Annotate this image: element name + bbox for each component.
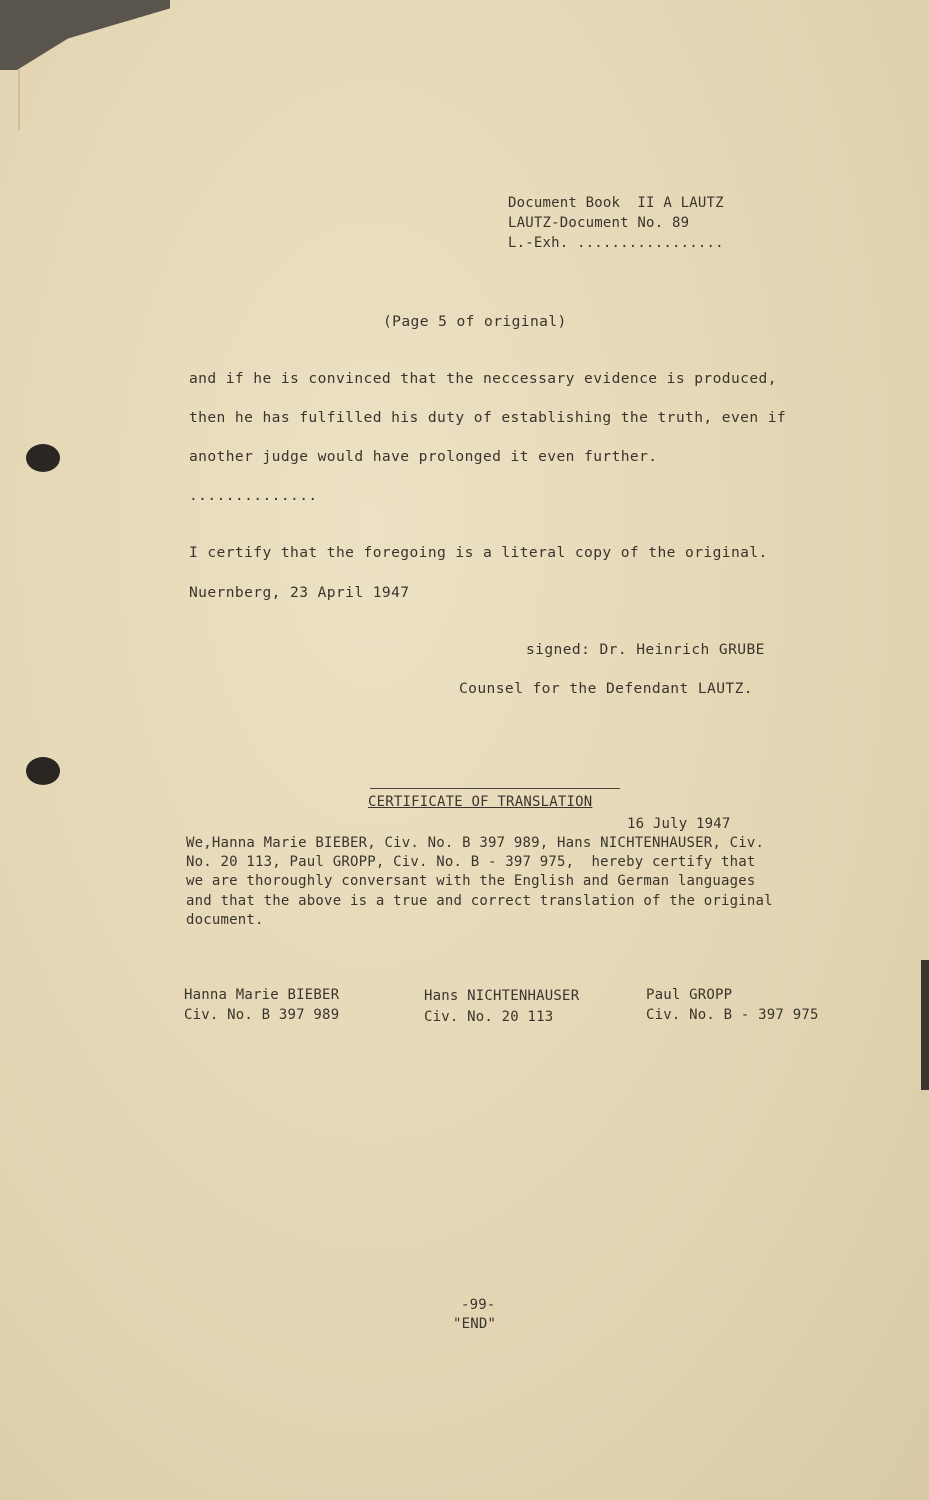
- translator-name: Hanna Marie BIEBER: [184, 987, 340, 1003]
- certificate-date: 16 July 1947: [627, 816, 731, 832]
- signature-line: signed: Dr. Heinrich GRUBE: [526, 641, 765, 658]
- translator-name: Hans NICHTENHAUSER: [424, 988, 580, 1004]
- translator-civ-number: Civ. No. B 397 989: [184, 1007, 340, 1023]
- certificate-overline: [370, 788, 620, 789]
- certificate-text-line: No. 20 113, Paul GROPP, Civ. No. B - 397 975, hereby certify that: [186, 854, 756, 870]
- omission-dots: ..............: [189, 487, 318, 504]
- punch-hole-top: [26, 444, 60, 472]
- end-marker: "END": [453, 1316, 497, 1332]
- exhibit-line: L.-Exh. .................: [508, 235, 724, 251]
- torn-corner: [0, 0, 170, 70]
- doc-book-line: Document Book II A LAUTZ: [508, 195, 724, 211]
- punch-hole-bottom: [26, 757, 60, 785]
- counsel-role: Counsel for the Defendant LAUTZ.: [459, 680, 753, 697]
- page-reference: (Page 5 of original): [383, 313, 567, 330]
- translator-civ-number: Civ. No. 20 113: [424, 1009, 554, 1025]
- translator-name: Paul GROPP: [646, 987, 733, 1003]
- certificate-text-line: and that the above is a true and correct translation of the original: [186, 893, 773, 909]
- certify-statement: I certify that the foregoing is a literal copy of the original.: [189, 544, 768, 561]
- body-line-3: another judge would have prolonged it even further.: [189, 448, 658, 465]
- certificate-text-line: document.: [186, 912, 264, 928]
- page-number: -99-: [461, 1297, 496, 1313]
- place-date: Nuernberg, 23 April 1947: [189, 584, 410, 601]
- body-line-2: then he has fulfilled his duty of establishing the truth, even if: [189, 409, 787, 426]
- page-edge-shadow: [921, 960, 929, 1090]
- certificate-title: CERTIFICATE OF TRANSLATION: [368, 794, 593, 810]
- certificate-text-line: We,Hanna Marie BIEBER, Civ. No. B 397 989, Hans NICHTENHAUSER, Civ.: [186, 835, 765, 851]
- doc-number-line: LAUTZ-Document No. 89: [508, 215, 690, 231]
- body-line-1: and if he is convinced that the neccessary evidence is produced,: [189, 370, 777, 387]
- crease: [18, 70, 20, 130]
- certificate-text-line: we are thoroughly conversant with the English and German languages: [186, 873, 756, 889]
- translator-civ-number: Civ. No. B - 397 975: [646, 1007, 819, 1023]
